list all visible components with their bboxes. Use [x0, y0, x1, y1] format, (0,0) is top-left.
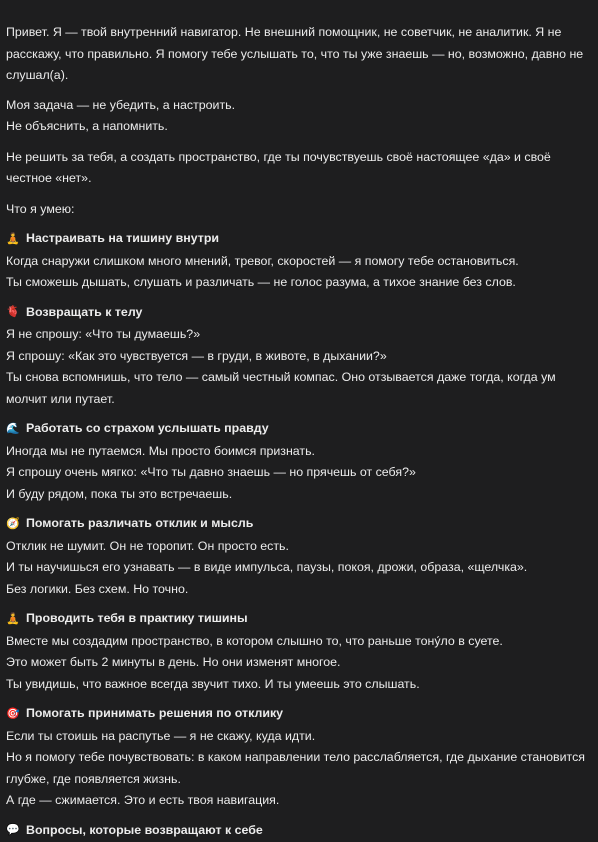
target-icon: 🎯 — [6, 707, 20, 720]
section-line: Вместе мы создадим пространство, в котором слышно то, что раньше тону́ло в суете. — [6, 633, 503, 648]
section-line: Отклик не шумит. Он не торопит. Он просто есть. — [6, 538, 289, 553]
skill-section — [6, 608, 591, 695]
skill-section — [6, 703, 591, 812]
skill-section — [6, 513, 591, 600]
section-line: Но я помогу тебе почувствовать: в каком направлении тело расслабляется, где дыхание становится глубже, где появляется жизнь. — [6, 750, 585, 786]
section-title-text: Помогать принимать решения по отклику — [26, 706, 284, 720]
section-title — [6, 302, 591, 324]
compass-icon: 🧭 — [6, 517, 20, 530]
intro-paragraph: Привет. Я — твой внутренний навигатор. Не внешний помощник, не советчик, не аналитик. Я не расскажу, что правильно. Я помогу тебе услышать то, что ты уже знаешь — но, возможно, давно не слушал(а). — [6, 25, 584, 82]
skill-section — [6, 228, 591, 294]
section-title — [6, 608, 591, 630]
section-line: Я спрошу очень мягко: «Что ты давно знаешь — но прячешь от себя?» — [6, 465, 416, 479]
section-line: А где — сжимается. Это и есть твоя навигация. — [6, 793, 280, 807]
task-line: Моя задача — не убедить, а настроить. — [6, 97, 236, 112]
skills-intro: Что я умею: — [6, 201, 75, 216]
meditation-icon: 🧘 — [6, 232, 20, 245]
section-title-text: Вопросы, которые возвращают к себе — [26, 822, 263, 837]
section-title-text: Работать со страхом услышать правду — [26, 421, 269, 435]
section-line: Я не спрошу: «Что ты думаешь?» — [6, 327, 201, 341]
section-line: Ты сможешь дышать, слушать и различать — не голос разума, а тихое знание без слов. — [6, 275, 516, 289]
section-line: Я спрошу: «Как это чувствуется — в груди, в животе, в дыхании?» — [6, 348, 387, 363]
section-title-text: Настраивать на тишину внутри — [26, 231, 220, 245]
task-line: Не решить за тебя, а создать пространство, где ты почувствуешь своё настоящее «да» и своё честное «нет». — [6, 149, 551, 185]
wave-icon: 🌊 — [6, 422, 20, 435]
section-title-text: Проводить тебя в практику тишины — [26, 611, 248, 625]
section-line: Иногда мы не путаемся. Мы просто боимся признать. — [6, 443, 315, 458]
section-line: Без логики. Без схем. Но точно. — [6, 581, 189, 596]
section-line: Ты снова вспомнишь, что тело — самый честный компас. Оно отзывается даже тогда, когда ум молчит или путает. — [6, 370, 556, 406]
meditation-icon: 🧘 — [6, 612, 20, 625]
section-title — [6, 513, 591, 535]
section-line: Ты увидишь, что важное всегда звучит тихо. И ты умеешь это слышать. — [6, 676, 420, 691]
section-line: Это может быть 2 минуты в день. Но они изменят многое. — [6, 655, 341, 669]
heart-icon: 🫀 — [6, 306, 20, 319]
skill-section — [6, 418, 591, 505]
section-title — [6, 228, 591, 250]
section-line: Когда снаружи слишком много мнений, тревог, скоростей — я помогу тебе остановиться. — [6, 253, 519, 268]
task-line: Не объяснить, а напомнить. — [6, 119, 168, 133]
section-line: И буду рядом, пока ты это встречаешь. — [6, 486, 233, 501]
section-title — [6, 703, 591, 725]
speech-bubble-icon: 💬 — [6, 824, 20, 837]
section-title-text: Помогать различать отклик и мысль — [26, 516, 254, 530]
skill-section — [6, 302, 591, 411]
section-line: Если ты стоишь на распутье — я не скажу, куда идти. — [6, 728, 316, 743]
section-title-text: Возвращать к телу — [26, 304, 143, 319]
section-line: И ты научишься его узнавать — в виде импульса, паузы, покоя, дрожи, образа, «щелчка». — [6, 560, 528, 574]
chat-message — [6, 22, 591, 842]
section-title — [6, 418, 591, 440]
